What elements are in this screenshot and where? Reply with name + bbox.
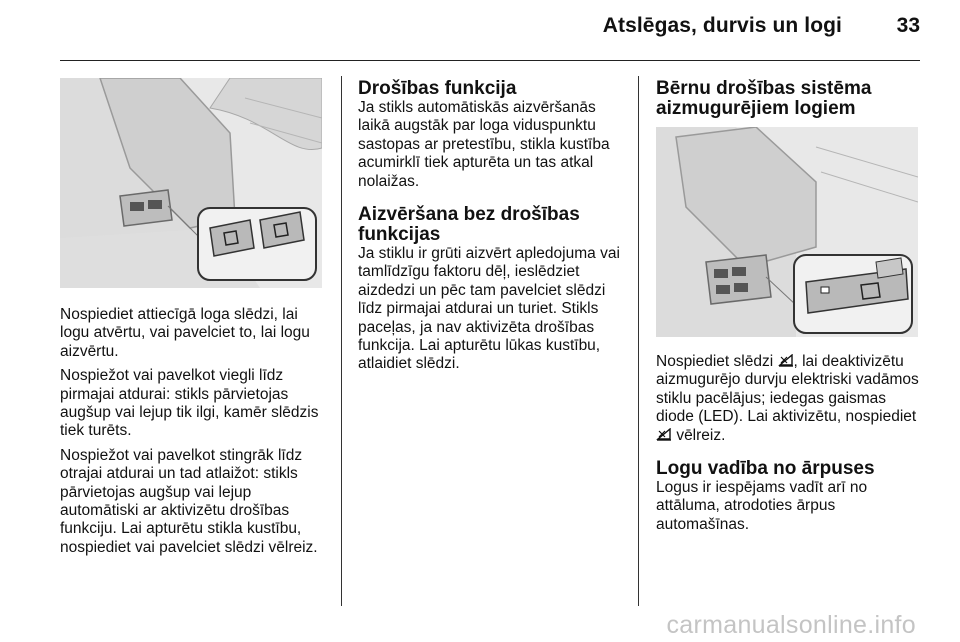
paragraph: Nospiediet attiecīgā loga slēdzi, lai logu atvērtu, vai pavelciet to, lai logu aizvērtu. (60, 306, 310, 360)
child-lock-switch-photo (656, 127, 918, 337)
text: vēlreiz. (676, 426, 726, 444)
child-lock-window-icon (656, 428, 672, 442)
section-heading: Aizvēršana bez drošības funkcijas (358, 204, 580, 246)
header-rule (60, 60, 920, 61)
section-heading: Drošības funkcija (358, 78, 517, 99)
paragraph: Nospiežot vai pavelkot viegli līdz pirmajai atdurai: stikls pārvietojas augšup vai lejup tik ilgi, kamēr slēdzis tiek turēts. (60, 367, 319, 440)
paragraph: Logus ir iespējams vadīt arī no attāluma, atrodoties ārpus automašīnas. (656, 479, 868, 533)
paragraph (656, 353, 926, 445)
paragraph: Nospiežot vai pavelkot stingrāk līdz otrajai atdurai un tad atlaižot: stikls pārvietojas augšup vai lejup automātiski ar aktivizētu drošības funkciju. Lai apturētu stikla kustību, nospiediet vai pavelciet slēdzi vēlreiz. (60, 446, 318, 556)
column-3 (656, 79, 926, 540)
column-1 (60, 78, 330, 563)
column-divider-2 (638, 76, 639, 606)
section-heading: Bērnu drošības sistēma aizmugurējiem logiem (656, 78, 872, 119)
watermark: carmanualsonline.info (666, 611, 916, 639)
text: Nospiediet slēdzi (656, 353, 774, 370)
page-header-title: Atslēgas, durvis un logi (602, 14, 842, 37)
text: , lai deaktivizētu aizmugurējo durvju elektriski vadāmos stiklu pacēlājus; iedegas gaismas diode (LED). Lai aktivizētu, nospiediet (656, 353, 919, 426)
paragraph: Ja stikls automātiskās aizvēršanās laikā augstāk par loga viduspunktu sastopas ar pretestību, stikla kustība acumirklī tiek apturēta un tas atkal nolaižas. (358, 99, 610, 190)
column-divider-1 (341, 76, 342, 606)
page-number: 33 (896, 14, 920, 37)
column-2 (358, 79, 628, 380)
paragraph: Ja stiklu ir grūti aizvērt apledojuma vai tamlīdzīgu faktoru dēļ, ieslēdziet aizdedzi un pēc tam pavelciet slēdzi līdz pirmajai atdurai un turiet. Stikls paceļas, ja nav aktivizēta drošības funkcija. Lai apturētu lūkas kustību, atlaidiet slēdzi. (358, 245, 620, 373)
section-heading: Logu vadība no ārpuses (656, 458, 875, 480)
window-switch-photo (60, 78, 322, 288)
child-lock-window-icon (778, 354, 794, 368)
